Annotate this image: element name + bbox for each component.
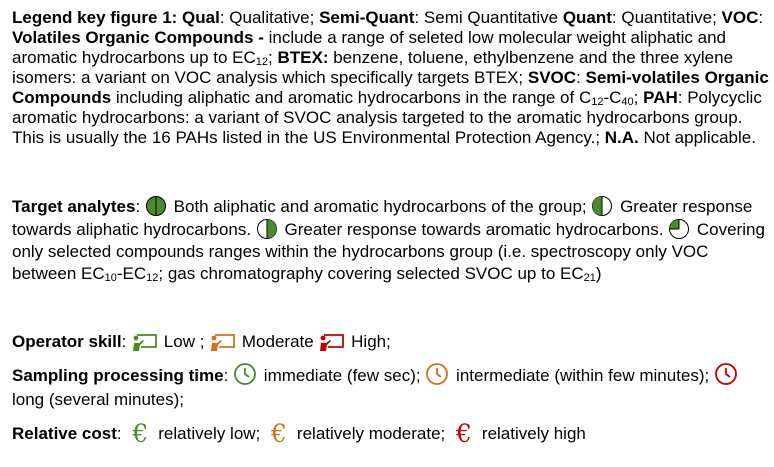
qual-abbr: Qual — [182, 8, 220, 27]
svoc-mid: -C — [603, 88, 622, 107]
full-circle-icon — [145, 195, 167, 217]
btex-abbr: BTEX: — [277, 48, 329, 67]
svoc-sub2: 40 — [621, 96, 634, 108]
svoc-name: Semi-volatiles Organic Compounds — [12, 68, 769, 107]
legend-lead: Legend key figure 1: — [12, 8, 183, 27]
quarter-circle-icon — [668, 218, 690, 240]
selected-sub3: 21 — [583, 272, 596, 284]
selected-sub1: 10 — [104, 272, 117, 284]
clock-long-icon — [714, 362, 738, 386]
pah-def: : Polycyclic aromatic hydrocarbons: a variant of SVOC analysis targeted to the aromatic hydrocarbons group. This is usually the 16 PAHs listed in the US Environmental Protection Agency.; — [12, 88, 762, 147]
pah-abbr: PAH — [643, 88, 678, 107]
target-analytes-sep: : — [135, 197, 145, 216]
relative-cost — [12, 419, 770, 448]
sampling-time-sep: : — [223, 366, 234, 385]
half-left-circle-icon — [591, 195, 613, 217]
target-analytes — [12, 195, 770, 285]
operator-skill-sep: : — [121, 332, 132, 351]
na-def: Not applicable. — [638, 128, 756, 147]
euro-high-icon: € — [456, 419, 472, 448]
quant-def: : Quantitative; — [611, 8, 722, 27]
voc-sep: : — [758, 8, 764, 27]
clock-immediate-icon — [233, 362, 257, 386]
voc-name: Volatiles Organic Compounds - — [12, 28, 264, 47]
voc-sub: 12 — [255, 56, 269, 68]
relative-cost-label: Relative cost — [12, 424, 117, 443]
target-analytes-label: Target analytes — [12, 197, 136, 216]
svoc-def: including aliphatic and aromatic hydrocarbons in the range of C — [111, 88, 592, 107]
semiquant-def: : Semi Quantitative — [414, 8, 563, 27]
selected-end: ) — [595, 264, 602, 283]
cost-low-text: relatively low; — [158, 424, 266, 443]
voc-end: ; — [268, 48, 278, 67]
svoc-sub1: 12 — [591, 96, 604, 108]
btex-def: benzene, toluene, ethylbenzene and the three xylene isomers: a variant on VOC analysis which specifically targets BTEX; — [12, 48, 734, 87]
legend-definitions — [12, 8, 770, 148]
cost-high-text: relatively high — [481, 424, 586, 443]
full-text: Both aliphatic and aromatic hydrocarbons of the group; — [168, 197, 592, 216]
na-abbr: N.A. — [604, 128, 639, 147]
immediate-text: immediate (few sec); — [259, 366, 426, 385]
aliphatic-text: Greater response towards aliphatic hydrocarbons. — [12, 197, 753, 239]
operator-low-text: Low ; — [159, 332, 210, 351]
selected-mid: -EC — [116, 264, 147, 283]
semiquant-abbr: Semi-Quant — [319, 8, 415, 27]
svoc-sep: : — [576, 68, 586, 87]
selected-rest: ; gas chromatography covering selected SVOC up to EC — [158, 264, 584, 283]
operator-moderate-text: Moderate — [237, 332, 319, 351]
euro-moderate-icon: € — [271, 419, 287, 448]
operator-low-icon — [131, 332, 157, 352]
operator-skill — [12, 332, 770, 352]
operator-high-text: High; — [346, 332, 391, 351]
svoc-abbr: SVOC — [527, 68, 577, 87]
intermediate-text: intermediate (within few minutes); — [451, 366, 714, 385]
sampling-time — [12, 362, 770, 412]
half-right-circle-icon — [256, 218, 278, 240]
qual-def: : Qualitative; — [219, 8, 320, 27]
svoc-end: ; — [633, 88, 644, 107]
operator-moderate-icon — [209, 332, 235, 352]
cost-moderate-text: relatively moderate; — [296, 424, 450, 443]
operator-high-icon — [318, 332, 344, 352]
quant-abbr: Quant — [562, 8, 612, 27]
sampling-time-label: Sampling processing time — [12, 366, 224, 385]
selected-text: Covering only selected compounds ranges within the hydrocarbons group (i.e. spectroscopy only VOC between EC — [12, 220, 765, 283]
voc-def: include a range of seleted low molecular weight aliphatic and aromatic hydrocarbons up to EC — [12, 28, 727, 67]
selected-sub2: 12 — [146, 272, 159, 284]
long-text: long (several minutes); — [12, 390, 184, 409]
relative-cost-sep: : — [116, 424, 127, 443]
voc-abbr: VOC — [721, 8, 759, 27]
operator-skill-label: Operator skill — [12, 332, 122, 351]
clock-intermediate-icon — [425, 362, 449, 386]
aromatic-text: Greater response towards aromatic hydrocarbons. — [279, 220, 669, 239]
euro-low-icon: € — [132, 419, 149, 448]
